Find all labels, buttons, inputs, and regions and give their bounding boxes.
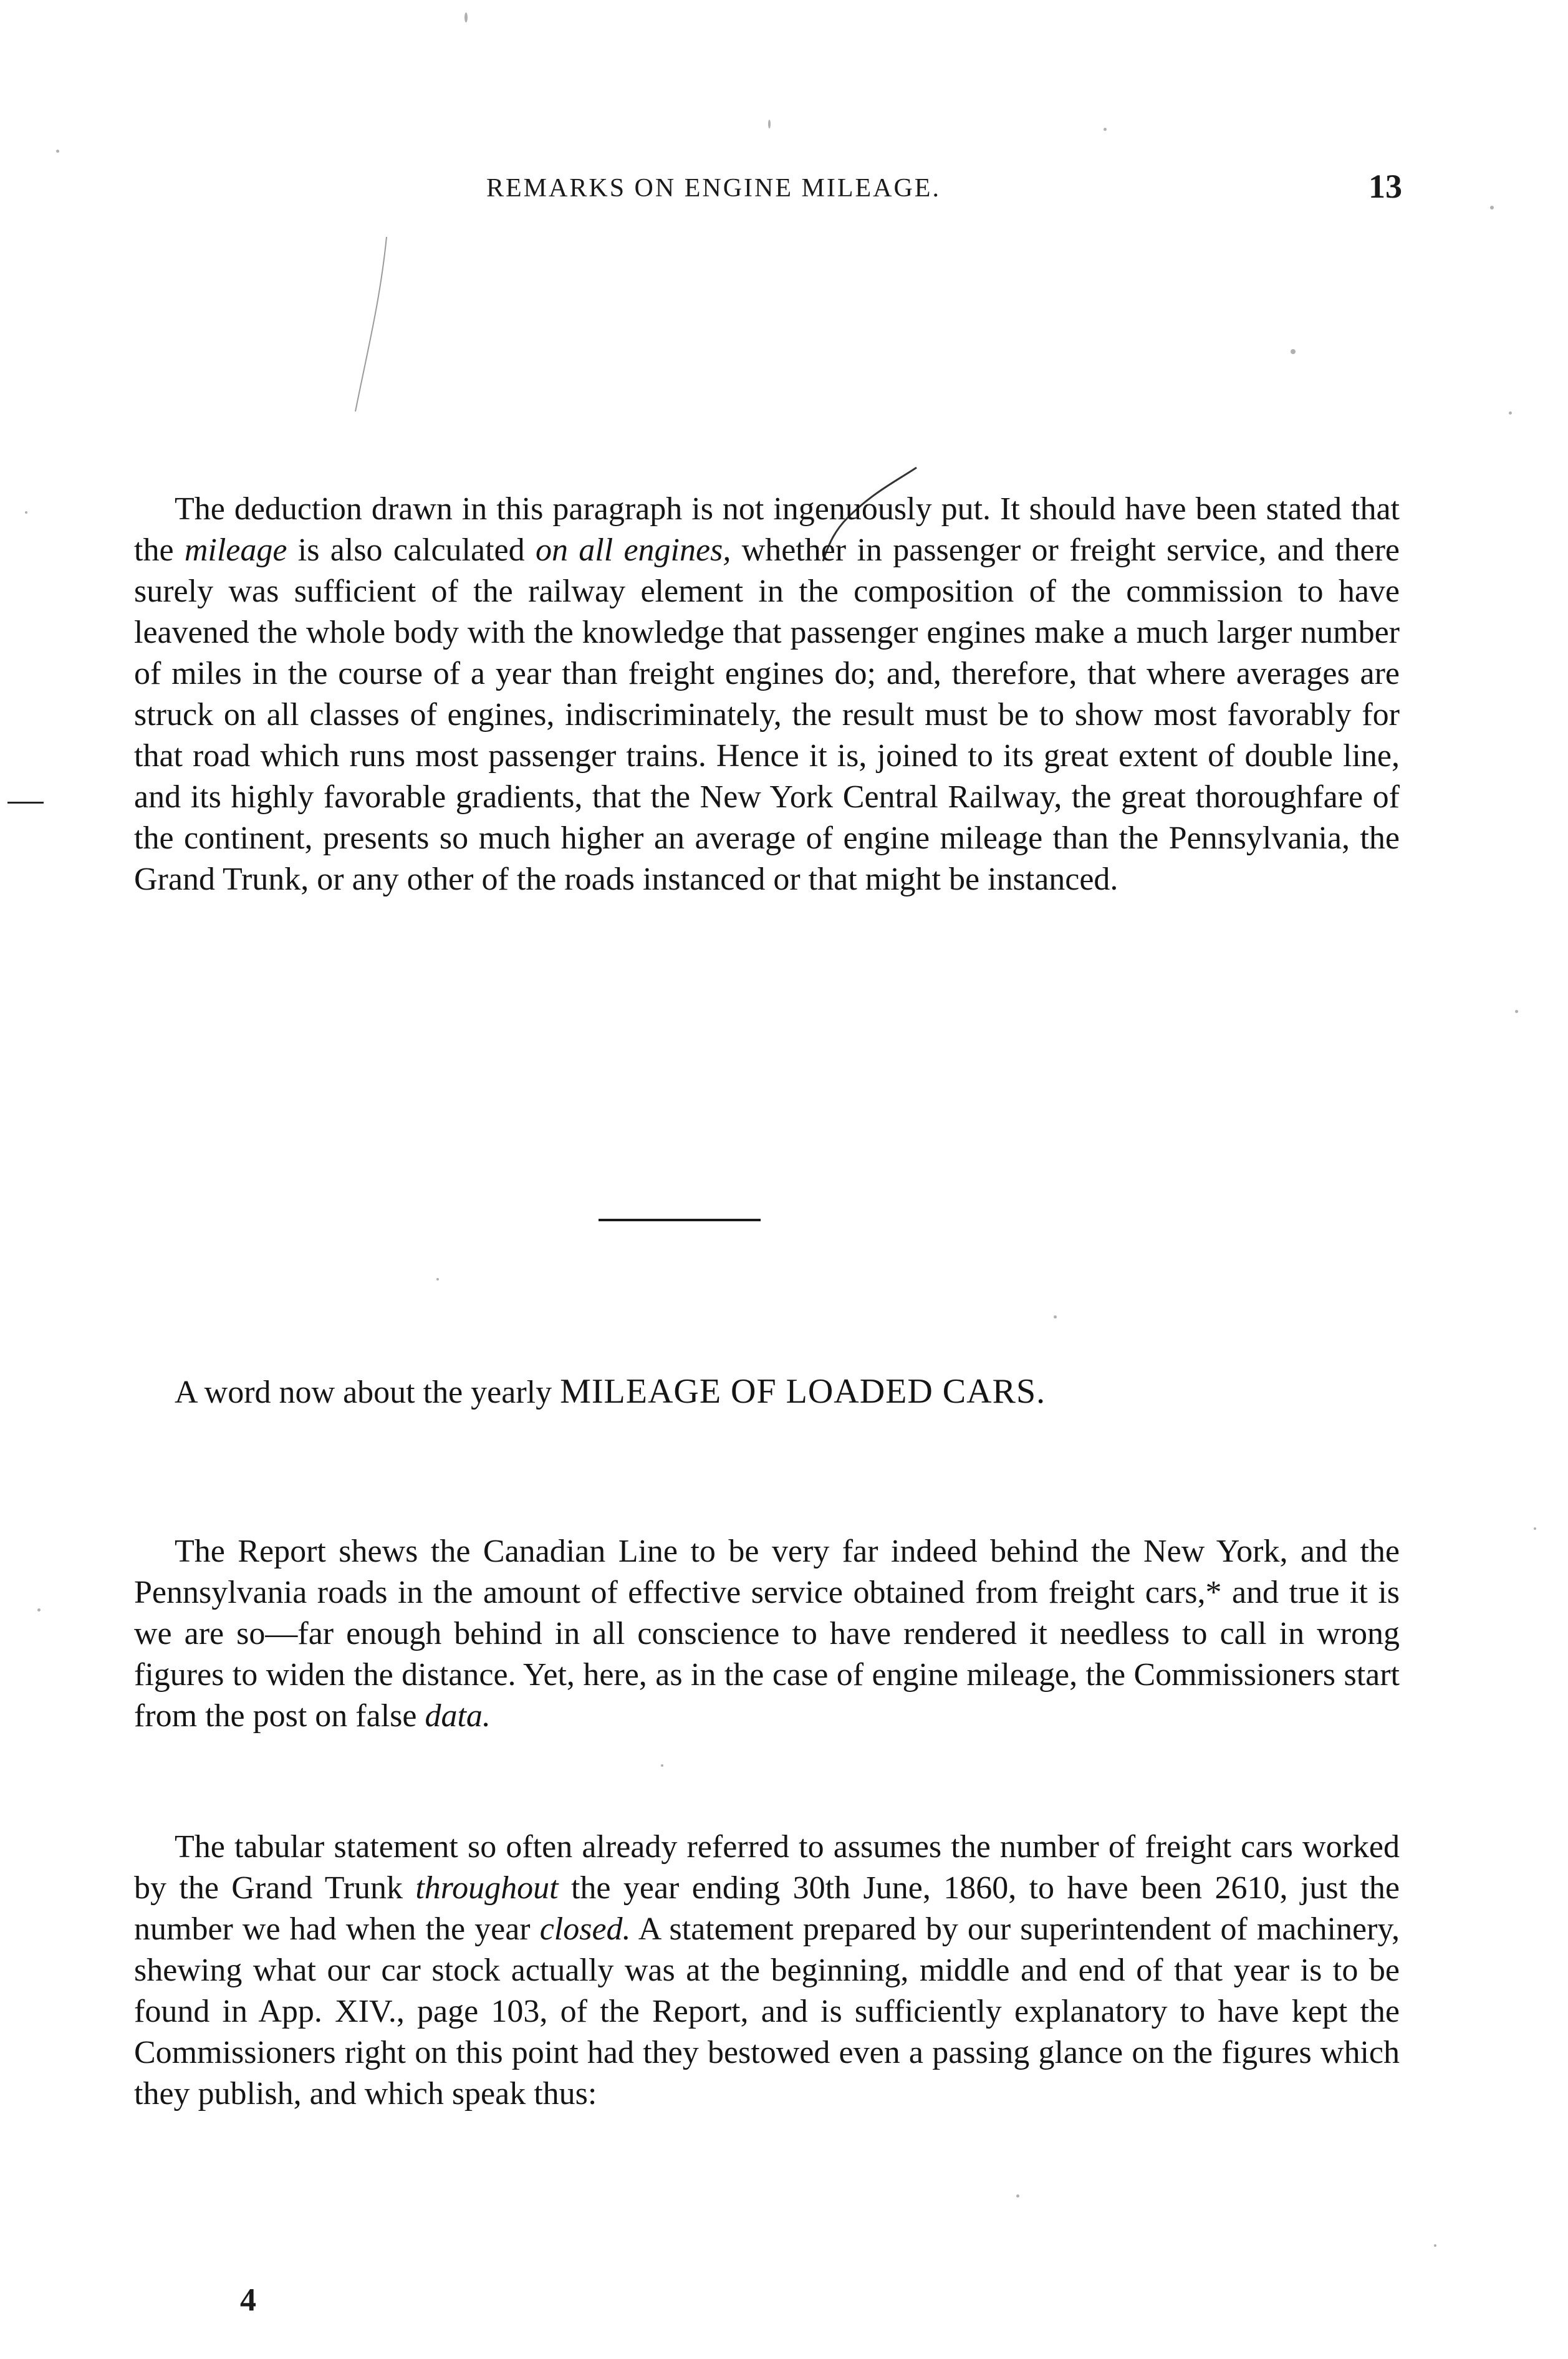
section-heading [175,1372,1046,1411]
paragraph-3-text-e: A statement prepared by our superintendent of machinery, shewing what our car stock actually was at the beginning, middle and end of that year is to be found in App. XIV., page 103, of the Report, and is sufficiently explanatory to have kept the Commissioners right on this point had they bestowed even a passing glance on the figures which they publish, and which speak thus: [134,1911,1400,2112]
paragraph-2 [134,1531,1400,1737]
paragraph-3-text-a: The tabular statement so often already referred to assumes the number of freight cars worked by the Grand Trunk [134,1829,1400,1906]
paragraph-1-italic-mileage: mileage [184,532,287,568]
paragraph-1-italic-engines: on all engines, [535,532,731,568]
margin-mark [7,802,44,804]
paragraph-3-text-c: the year ending 30th June, 1860, to have been 2610, just the number we had when the year [134,1870,1400,1947]
paragraph-1-text-a: The deduction drawn in this paragraph is not ingenuously put. It should have been stated that the [134,491,1400,568]
paragraph-1-text-c: is also calculated [287,532,536,568]
section-heading-caps: MILEAGE OF LOADED CARS. [560,1372,1046,1411]
paragraph-3-italic-closed: closed. [539,1911,631,1947]
paragraph-3 [134,1827,1400,2115]
paragraph-2-italic-data: data. [425,1698,491,1734]
paragraph-1-text-e: whether in passenger or freight service, and there surely was sufficient of the railway element in the composition of the commission to have leavened the whole body with the knowledge that passenger engines make a much larger number of miles in the course of a year than freight engines do; and, therefore, that where averages are struck on all classes of engines, indiscriminately, the result must be to show most favorably for that road which runs most passenger trains. Hence it is, joined to its great extent of double line, and its highly favorable gradients, that the New York Central Railway, the great thoroughfare of the continent, presents so much higher an average of engine mileage than the Pennsylvania, the Grand Trunk, or any other of the roads instanced or that might be instanced. [134,532,1400,897]
paragraph-2-text-a: The Report shews the Canadian Line to be very far indeed behind the New York, and the Pennsylvania roads in the amount of effective service obtained from freight cars,* and true it is we are so—far enough behind in all conscience to have rendered it needless to call in wrong figures to widen the distance. Yet, here, as in the case of engine mileage, the Commissioners start from the post on false [134,1534,1400,1734]
running-head: REMARKS ON ENGINE MILEAGE. [486,174,941,203]
signature-mark: 4 [240,2282,256,2318]
paragraph-3-italic-throughout: throughout [415,1870,559,1906]
section-heading-prefix: A word now about the yearly [175,1375,560,1410]
paragraph-1 [134,489,1400,900]
page-number: 13 [1368,168,1402,205]
section-divider [599,1219,761,1221]
